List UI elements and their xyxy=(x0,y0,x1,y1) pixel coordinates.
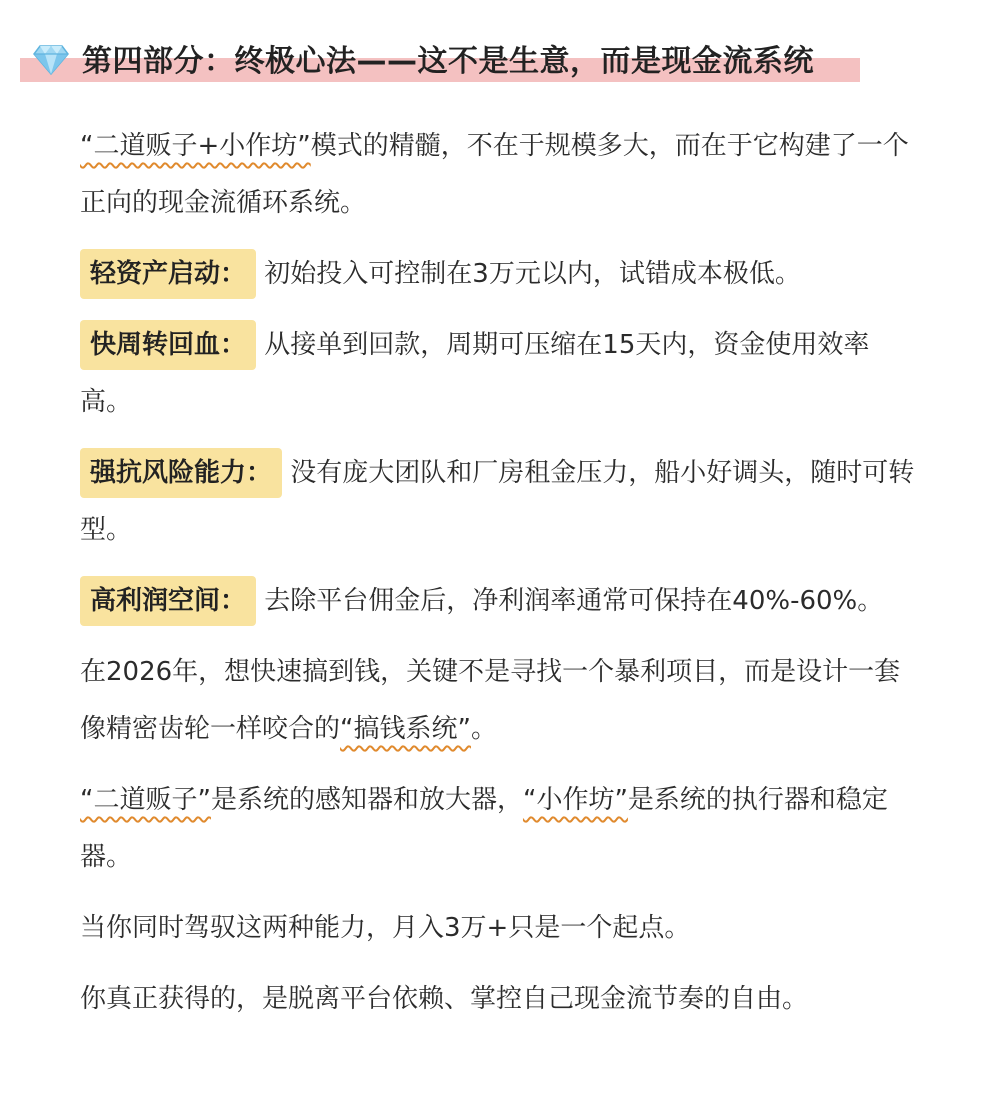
section-heading xyxy=(20,36,860,86)
point-risk-resistance xyxy=(80,445,920,559)
intro-paragraph xyxy=(80,118,920,232)
workshop-quote: “小作坊” xyxy=(522,785,628,815)
conclusion-text: 是系统的感知器和放大器， xyxy=(210,785,523,815)
point-label: 轻资产启动： xyxy=(80,249,256,299)
conclusion-punct: 。 xyxy=(470,714,497,744)
point-text: 没有庞大团队和厂房租金压力，船小好调头，随时可转型。 xyxy=(80,458,915,545)
model-quote: “二道贩子+小作坊” xyxy=(80,131,311,161)
point-label: 强抗风险能力： xyxy=(80,448,282,498)
system-quote: “搞钱系统” xyxy=(340,714,471,744)
point-text: 初始投入可控制在3万元以内，试错成本极低。 xyxy=(264,259,801,289)
trader-quote: “二道贩子” xyxy=(80,785,211,815)
intro-text: 模式的精髓，不在于规模多大，而在于它构建了一个正向的现金流循环系统。 xyxy=(80,131,909,218)
conclusion-paragraph-3: 当你同时驾驭这两种能力，月入3万+只是一个起点。 xyxy=(80,913,691,943)
conclusion-text: 是系统的执行器和稳定器。 xyxy=(80,785,888,872)
point-text: 去除平台佣金后，净利润率通常可保持在40%-60%。 xyxy=(264,586,884,616)
point-label: 高利润空间： xyxy=(80,576,256,626)
conclusion-paragraph-1 xyxy=(80,644,920,758)
conclusion-paragraph-2 xyxy=(80,772,920,886)
point-label: 快周转回血： xyxy=(80,320,256,370)
conclusion-paragraph-4: 你真正获得的，是脱离平台依赖、掌控自己现金流节奏的自由。 xyxy=(80,984,809,1014)
point-high-profit xyxy=(80,573,920,630)
article-body xyxy=(80,118,920,1042)
point-light-assets xyxy=(80,246,920,303)
gem-icon xyxy=(32,40,70,78)
point-text: 从接单到回款，周期可压缩在15天内，资金使用效率高。 xyxy=(80,330,870,417)
conclusion-text: 在2026年，想快速搞到钱，关键不是寻找一个暴利项目，而是设计一套像精密齿轮一样咬合的 xyxy=(80,657,901,744)
section-title: 第四部分：终极心法——这不是生意，而是现金流系统 xyxy=(82,44,814,79)
point-fast-turnover xyxy=(80,317,920,431)
